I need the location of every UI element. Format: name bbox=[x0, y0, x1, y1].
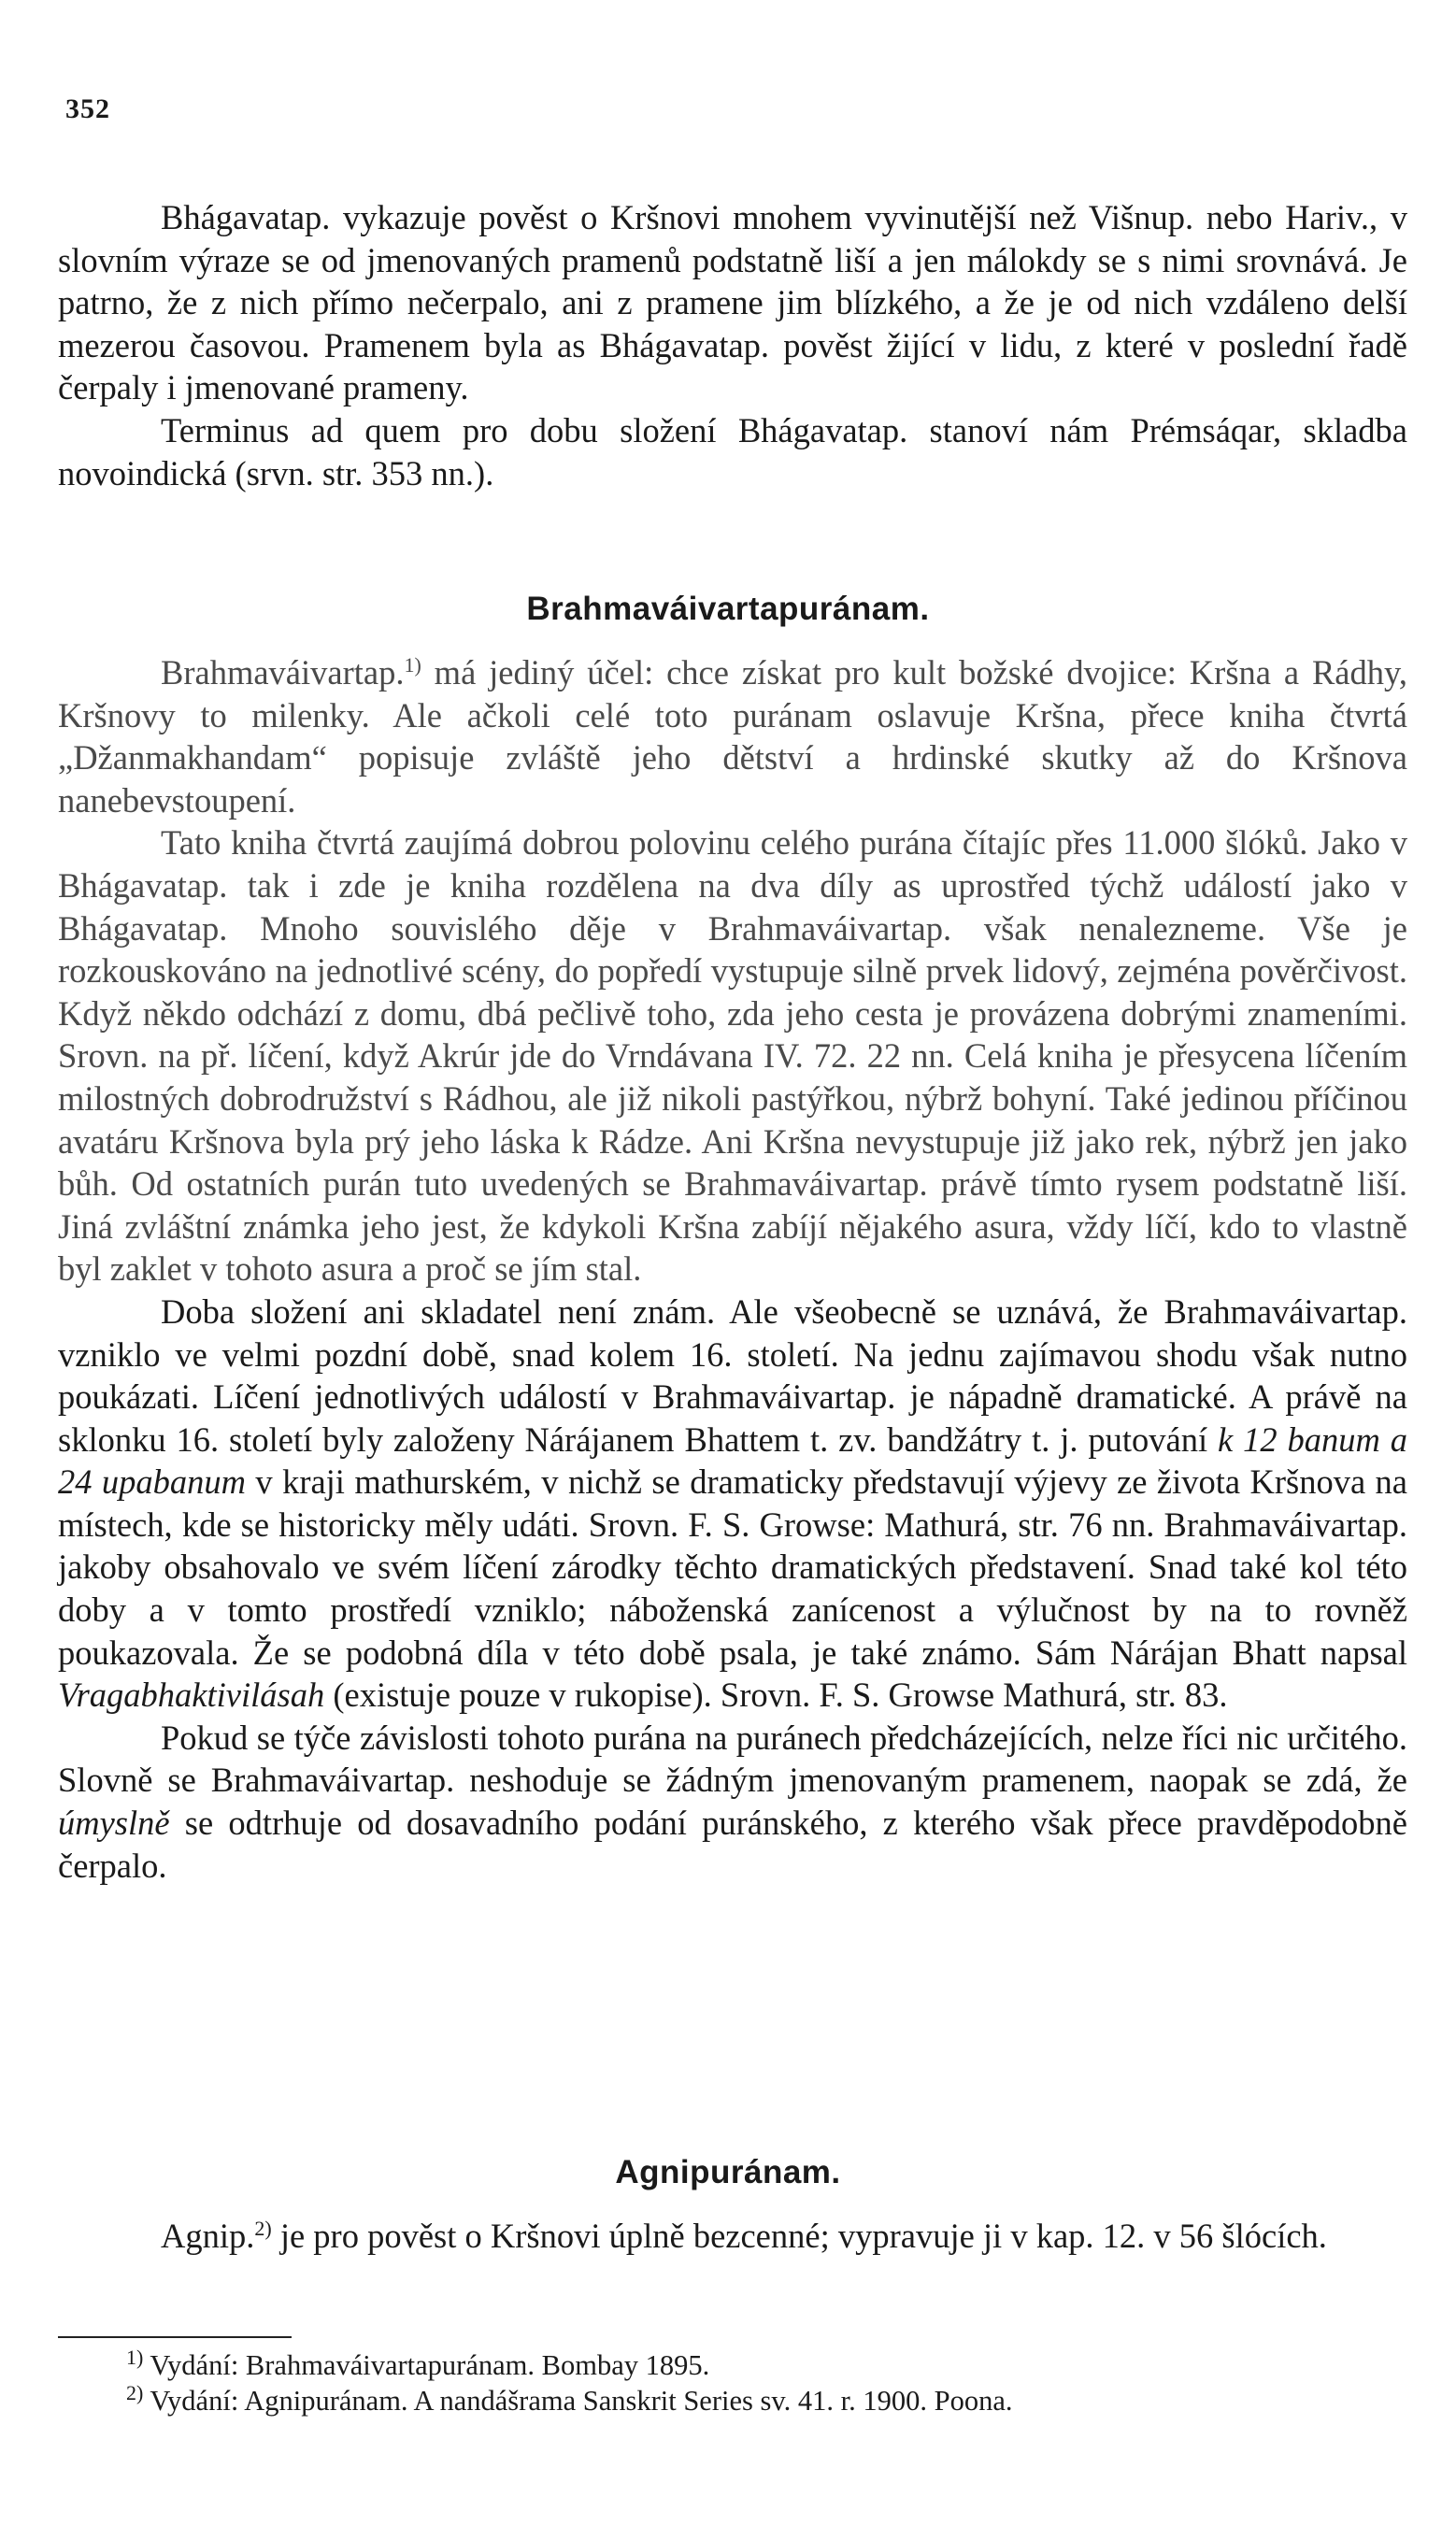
footnote-divider bbox=[58, 2336, 292, 2338]
agni-paragraph-1-text: je pro pověst o Kršnovi úplně bezcenné; vypravuje ji v kap. 12. v 56 šlócích. bbox=[271, 2217, 1327, 2255]
footnote-2-mark: 2) bbox=[126, 2380, 144, 2404]
agni-title-ref: Agnip. bbox=[161, 2217, 255, 2255]
brahmavaivarta-paragraph-2: Tato kniha čtvrtá zaujímá dobrou polovinu celého purána čítajíc přes 11.000 šlóků. Jako v Bhágavatap. tak i zde je kniha rozdělena na dva díly as uprostřed týchž událostí jako v Bhágavatap. Mnoho souvislého děje v Brahmaváivartap. však nenalezneme. Vše je rozkouskováno na jednotlivé scény, do popředí vystupuje silně prvek lidový, zejména pověrčivost. Když někdo odchází z domu, dbá pečlivě toho, zda jeho cesta je provázena dobrými znameními. Srovn. na př. líčení, když Akrúr jde do Vrndávana IV. 72. 22 nn. Celá kniha je přesycena líčením milostných dobrodružství s Rádhou, ale již nikoli pastýřkou, nýbrž bohyní. Také jedinou příčinou avatáru Kršnova byla prý jeho láska k Rádze. Ani Kršna nevystupuje již jako rek, nýbrž jen jako bůh. Od ostatních purán tuto uvedených se Brahmaváivartap. právě tímto rysem podstatně liší. Jiná zvláštní známka jeho jest, že kdykoli Kršna zabíjí nějakého asura, vždy líčí, kdo to vlastně byl zaklet v tohoto asura a proč se jím stal. bbox=[58, 823, 1407, 1289]
footnote-ref-1: 1) bbox=[404, 652, 421, 677]
agni-section bbox=[58, 2215, 1407, 2258]
page-number: 352 bbox=[65, 93, 110, 124]
footnote-1-mark: 1) bbox=[126, 2345, 144, 2369]
brahmavaivarta-paragraph-4-text-a: Pokud se týče závislosti tohoto purána na puránech předcházejících, nelze říci nic určitého. Slovně se Brahmaváivartap. neshoduje se žádným jmenovaným pramenem, naopak se zdá, že bbox=[58, 1718, 1407, 1800]
brahmavaivarta-title-ref: Brahmaváivartap. bbox=[161, 653, 405, 692]
footnote-2 bbox=[126, 2380, 1416, 2418]
intro-paragraph-1: Bhágavatap. vykazuje pověst o Kršnovi mnohem vyvinutější než Višnup. nebo Hariv., v slovním výraze se od jmenovaných pramenů podstatně liší a jen málokdy se s nimi srovnává. Je patrno, že z nich přímo nečerpalo, ani z pramene jim blízkého, a že je od nich vzdáleno delší mezerou časovou. Pramenem byla as Bhágavatap. pověst žijící v lidu, z které v poslední řadě čerpaly i jmenované prameny. bbox=[58, 198, 1407, 407]
agni-paragraph-1 bbox=[58, 2215, 1407, 2258]
brahmavaivarta-paragraph-3 bbox=[58, 1291, 1407, 1717]
brahmavaivarta-paragraph-4-text-b: se odtrhuje od dosavadního podání puránského, z kterého však přece pravděpodobně čerpalo. bbox=[58, 1804, 1407, 1885]
footnote-ref-2: 2) bbox=[254, 2216, 272, 2240]
section-heading-agni: Agnipuránam. bbox=[615, 2154, 841, 2190]
brahmavaivarta-paragraph-4-italic: úmyslně bbox=[58, 1804, 170, 1843]
brahmavaivarta-paragraph-3-text-a: Doba složení ani skladatel není znám. Ale všeobecně se uznává, že Brahmaváivartap. vzniklo ve velmi pozdní době, snad kolem 16. století. Na jednu zajímavou shodu však nutno poukázati. Líčení jednotlivých událostí v Brahmaváivartap. je nápadně dramatické. A právě na sklonku 16. století byly založeny Nárájanem Bhattem t. zv. bandžátry t. j. putování bbox=[58, 1291, 1407, 1459]
section-heading-brahmavaivarta: Brahmaváivartapuránam. bbox=[526, 591, 930, 627]
footnotes bbox=[126, 2347, 1416, 2418]
footnote-1 bbox=[126, 2347, 1416, 2383]
intro-paragraph-2: Terminus ad quem pro dobu složení Bhágavatap. stanoví nám Prémsáqar, skladba novoindická (srvn. str. 353 nn.). bbox=[58, 410, 1407, 492]
footnote-2-text: Vydání: Agnipuránam. A nandášrama Sanskrit Series sv. 41. r. 1900. Poona. bbox=[150, 2385, 1013, 2417]
brahmavaivarta-paragraph-3-italic-2: Vragabhaktivilásah bbox=[58, 1676, 325, 1715]
footnote-1-text: Vydání: Brahmaváivartapuránam. Bombay 1895. bbox=[150, 2349, 710, 2381]
brahmavaivarta-paragraph-4 bbox=[58, 1717, 1407, 1887]
brahmavaivarta-paragraph-1-text: má jediný účel: chce získat pro kult božské dvojice: Kršna a Rádhy, Kršnovy to milenky. Ale ačkoli celé toto puránam oslavuje Kršna, přece kniha čtvrtá „Džanmakhandam“ popisuje zvláště jeho dětství a hrdinské skutky až do Kršnova nanebevstoupení. bbox=[58, 653, 1407, 820]
brahmavaivarta-paragraph-3-italic-1: k 12 banum a 24 upabanum bbox=[58, 1419, 1407, 1502]
brahmavaivarta-paragraph-1 bbox=[58, 651, 1407, 821]
brahmavaivarta-section bbox=[58, 651, 1407, 1887]
intro-section bbox=[58, 196, 1407, 494]
brahmavaivarta-paragraph-3-text-b: v kraji mathurském, v nichž se dramaticky představují výjevy ze života Kršnova na místech, kde se historicky měly udáti. Srovn. F. S. Growse: Mathurá, str. 76 nn. Brahmaváivartap. jakoby obsahovalo ve svém líčení zárodky těchto dramatických představení. Snad také kol této doby a v tomto prostředí vzniklo; náboženská zanícenost a výlučnost by na to rovněž poukazovala. Že se podobná díla v této době psala, je také známo. Sám Nárájan Bhatt napsal bbox=[58, 1462, 1408, 1672]
brahmavaivarta-paragraph-3-text-c: (existuje pouze v rukopise). Srovn. F. S. Growse Mathurá, str. 83. bbox=[324, 1676, 1228, 1715]
